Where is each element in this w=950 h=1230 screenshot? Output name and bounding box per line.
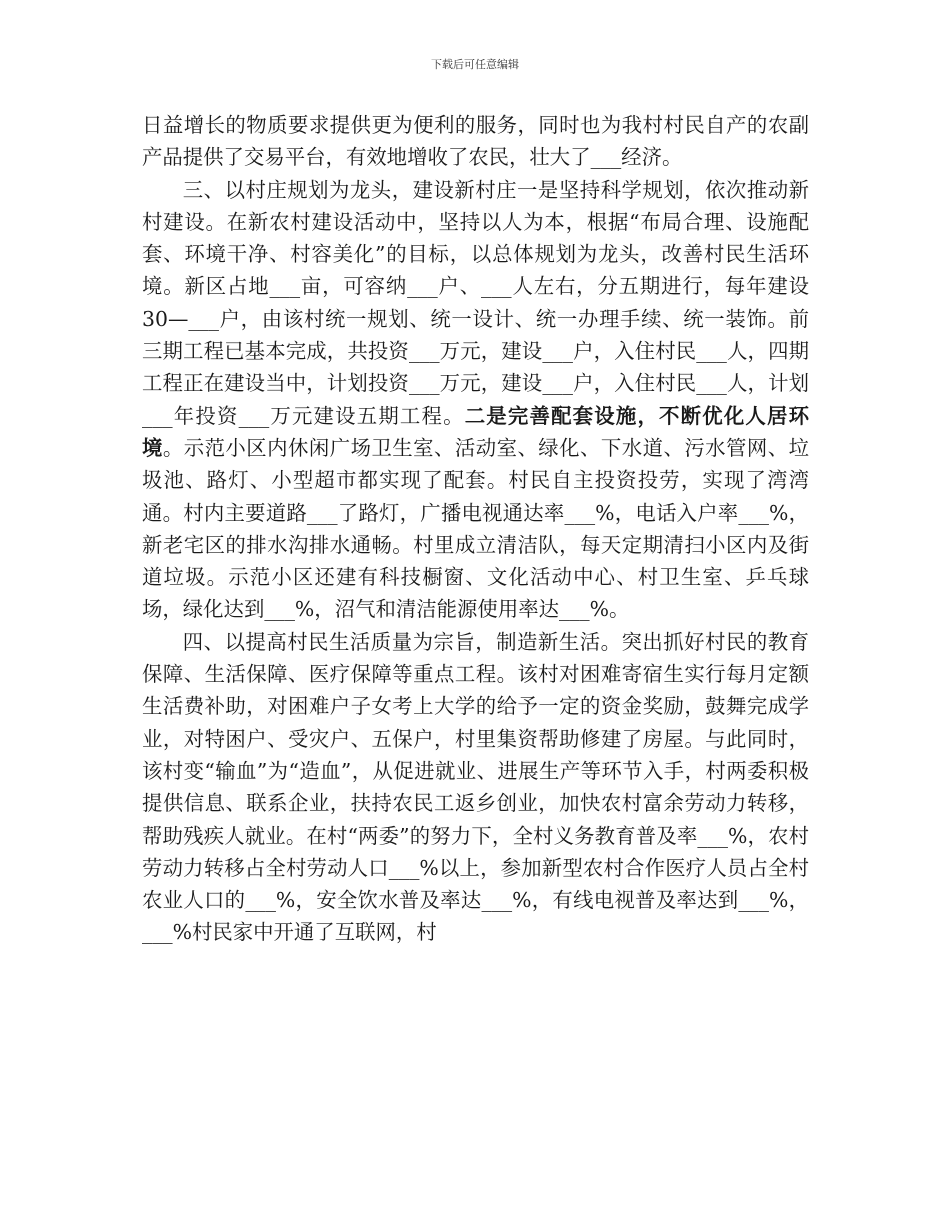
bold-heading-facilities: 二是完善配套设施，不断优化人居环境 [142,403,809,460]
paragraph-quality-of-life: 四、以提高村民生活质量为宗旨，制造新生活。突出抓好村民的教育保障、生活保障、医疗保障等重点工程。该村对困难寄宿生实行每月定额生活费补助，对困难户子女考上大学的给予一定的资金奖励，鼓舞完成学业，对特困户、受灾户、五保户，村里集资帮助修建了房屋。与此同时，该村变“输血”为“造血”，从促进就业、进展生产等环节入手，村两委积极提供信息、联系企业，扶持农民工返乡创业，加快农村富余劳动力转移，帮助残疾人就业。在村“两委”的努力下，全村义务教育普及率___%，农村劳动力转移占全村劳动人口___%以上，参加新型农村合作医疗人员占全村农业人口的___%，安全饮水普及率达___%，有线电视普及率达到___%，___%村民家中开通了互联网，村 [142,629,809,945]
paragraph-continuation: 日益增长的物质要求提供更为便利的服务，同时也为我村村民自产的农副产品提供了交易平台，有效地增收了农民，壮大了___经济。 [142,113,809,170]
page-header: 下载后可任意编辑 [431,58,519,71]
paragraph-text-before-bold: 三、以村庄规划为龙头，建设新村庄一是坚持科学规划，依次推动新村建设。在新农村建设活动中，坚持以人为本，根据“布局合理、设施配套、环境干净、村容美化”的目标，以总体规划为龙头，改善村民生活环境。新区占地___亩，可容纳___户、___人左右，分五期进行，每年建设30—___户，由该村统一规划、统一设计、统一办理手续、统一装饰。前三期工程已基本完成，共投资___万元，建设___户，入住村民___人，四期工程正在建设当中，计划投资___万元，建设___户，入住村民___人，计划___年投资___万元建设五期工程。 [142,177,809,428]
paragraph-village-planning [142,174,809,626]
paragraph-text-after-bold: 。示范小区内休闲广场卫生室、活动室、绿化、下水道、污水管网、垃圾池、路灯、小型超市都实现了配套。村民自主投资投劳，实现了湾湾通。村内主要道路___了路灯，广播电视通达率___%，电话入户率___%，新老宅区的排水沟排水通畅。村里成立清洁队，每天定期清扫小区内及街道垃圾。示范小区还建有科技橱窗、文化活动中心、村卫生室、乒乓球场，绿化达到___%，沼气和清洁能源使用率达___%。 [142,435,809,622]
document-body [142,109,809,949]
